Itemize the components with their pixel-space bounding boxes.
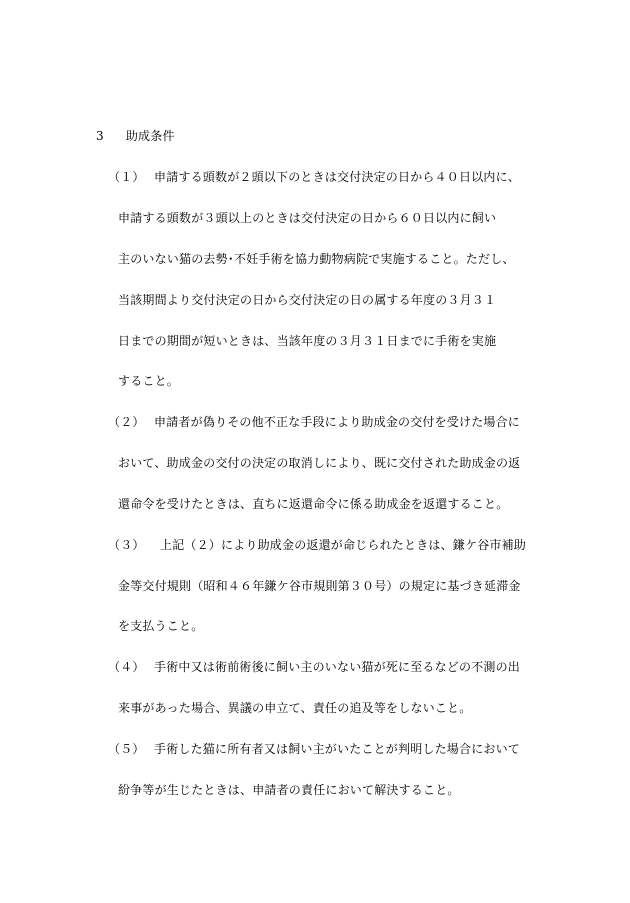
item-3-line-2: 金等交付規則（昭和４６年鎌ケ谷市規則第３０号）の規定に基づき延滞金 (118, 579, 521, 593)
section-title: 助成条件 (125, 129, 175, 143)
item-3-line-3: を支払うこと。 (118, 619, 204, 633)
item-4-line-2: 来事があった場合、異議の申立て、責任の追及等をしないこと。 (118, 701, 472, 715)
item-5-line-1: 手術した猫に所有者又は飼い主がいたことが判明した場合において (154, 742, 521, 756)
item-2-line-1: 申請者が偽りその他不正な手段により助成金の交付を受けた場合に (154, 415, 521, 429)
item-3-line-1: 上記（２）により助成金の返還が命じられたときは、鎌ケ谷市補助 (160, 538, 527, 552)
item-1-line-4: 当該期間より交付決定の日から交付決定の日の属する年度の３月３１ (118, 293, 497, 307)
item-2-line-2: おいて、助成金の交付の決定の取消しにより、既に交付された助成金の返 (118, 456, 521, 470)
item-1-line-1: 申請する頭数が２頭以下のときは交付決定の日から４０日以内に、 (154, 170, 521, 184)
item-5-line-2: 紛争等が生じたときは、申請者の責任において解決すること。 (118, 783, 460, 797)
item-1-line-5: 日までの期間が短いときは、当該年度の３月３１日までに手術を実施 (118, 334, 497, 348)
section-number: 3 (96, 129, 104, 143)
item-3-label: （３） (108, 538, 145, 552)
item-1-line-3: 主のいない猫の去勢･不妊手術を協力動物病院で実施すること。ただし、 (118, 252, 515, 266)
section-heading (96, 128, 175, 144)
item-4-line-1: 手術中又は術前術後に飼い主のいない猫が死に至るなどの不測の出 (154, 660, 521, 674)
item-2-label: （２） (108, 415, 145, 429)
item-1-line-2: 申請する頭数が３頭以上のときは交付決定の日から６０日以内に飼い (118, 211, 497, 225)
item-5-label: （５） (108, 742, 145, 756)
item-2-line-3: 還命令を受けたときは、直ちに返還命令に係る助成金を返還すること。 (118, 497, 509, 511)
item-1-label: （１） (108, 170, 145, 184)
item-4-label: （４） (108, 660, 145, 674)
item-1-line-6: すること。 (118, 374, 180, 388)
